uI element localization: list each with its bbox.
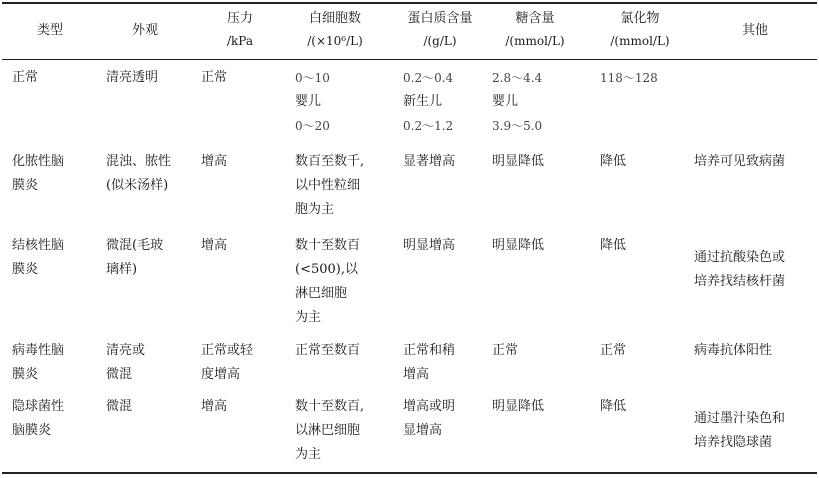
cell-line: 胞为主 xyxy=(295,202,335,217)
cell-line: 增高或明 xyxy=(403,399,456,414)
header-glucose xyxy=(490,8,580,52)
header-type xyxy=(20,20,80,42)
cell-glucose xyxy=(492,339,587,363)
cell-chloride xyxy=(600,66,685,90)
cell-line: 通过墨汁染色和 xyxy=(694,411,786,426)
header-unit: /(g/L) xyxy=(423,34,457,48)
cell-line: 正常 xyxy=(492,343,519,358)
cell-line: 培养找结核杆菌 xyxy=(694,274,786,289)
header-label: 其他 xyxy=(741,23,768,38)
cell-line: 增高 xyxy=(201,238,228,253)
cell-line: 婴儿 xyxy=(295,94,322,109)
cell-pressure xyxy=(201,339,286,387)
cell-line: 膜炎 xyxy=(12,178,39,193)
cell-line: 微混 xyxy=(106,399,133,414)
table-top-rule xyxy=(2,2,817,4)
header-other xyxy=(715,20,795,42)
cell-protein xyxy=(403,395,488,443)
cell-chloride xyxy=(600,150,685,174)
cell-line: 0～20 xyxy=(295,119,330,133)
cell-line: 118～128 xyxy=(600,71,658,85)
cell-protein xyxy=(403,234,488,258)
cell-line: 0.2～0.4 xyxy=(403,71,454,85)
cell-chloride xyxy=(600,395,685,419)
cell-wbc xyxy=(295,339,395,363)
cell-glucose xyxy=(492,66,587,138)
header-label: 白细胞数 xyxy=(308,11,361,26)
cell-appearance xyxy=(106,234,196,282)
cell-appearance xyxy=(106,66,196,90)
cell-chloride xyxy=(600,234,685,258)
cell-line: 显增高 xyxy=(403,423,443,438)
cell-line: 以中性粒细 xyxy=(295,178,361,193)
cell-line: 培养找隐球菌 xyxy=(694,435,773,450)
cell-type xyxy=(12,234,97,282)
header-label: 类型 xyxy=(36,23,63,38)
cell-wbc xyxy=(295,66,395,138)
header-label: 蛋白质含量 xyxy=(407,11,473,26)
cell-line: 正常 xyxy=(12,70,39,85)
header-unit: /(mmol/L) xyxy=(505,34,565,48)
header-wbc xyxy=(290,8,380,52)
cell-line: 正常或轻 xyxy=(201,343,254,358)
cell-appearance xyxy=(106,395,196,419)
cell-line: 正常至数百 xyxy=(295,343,361,358)
cell-type xyxy=(12,395,97,443)
cell-line: 隐球菌性 xyxy=(12,399,65,414)
cell-line: 璃样) xyxy=(106,262,138,277)
cell-line: 3.9～5.0 xyxy=(492,119,543,133)
cell-protein xyxy=(403,66,488,138)
cell-type xyxy=(12,66,97,90)
cell-line: 数百至数千, xyxy=(295,154,365,169)
cell-line: 混浊、脓性 xyxy=(106,154,172,169)
cell-line: 膜炎 xyxy=(12,262,39,277)
header-appearance xyxy=(105,20,185,42)
cell-line: 以淋巴细胞 xyxy=(295,423,361,438)
header-unit: /(×10⁶/L) xyxy=(307,34,363,48)
cell-line: 淋巴细胞 xyxy=(295,286,348,301)
cell-protein xyxy=(403,339,488,387)
cell-line: 明显降低 xyxy=(492,399,545,414)
cell-appearance xyxy=(106,339,196,387)
cell-line: 脑膜炎 xyxy=(12,423,52,438)
cell-wbc xyxy=(295,395,395,467)
cell-other xyxy=(694,246,814,294)
cell-type xyxy=(12,150,97,198)
cell-wbc xyxy=(295,234,395,330)
cell-appearance xyxy=(106,150,196,198)
cell-line: 膜炎 xyxy=(12,367,39,382)
table-bottom-rule xyxy=(2,472,817,474)
cell-line: 增高 xyxy=(201,154,228,169)
cell-line: 降低 xyxy=(600,399,627,414)
header-label: 外观 xyxy=(131,23,158,38)
cell-chloride xyxy=(600,339,685,363)
cell-other xyxy=(694,150,814,174)
cell-line: 2.8～4.4 xyxy=(492,71,543,85)
cell-line: (似米汤样) xyxy=(106,178,169,193)
cell-line: 化脓性脑 xyxy=(12,154,65,169)
cell-line: 微混 xyxy=(106,367,133,382)
cell-line: 正常 xyxy=(201,70,228,85)
cell-line: 婴儿 xyxy=(492,94,519,109)
cell-line: 为主 xyxy=(295,447,322,462)
cell-line: 病毒抗体阳性 xyxy=(694,343,773,358)
header-protein xyxy=(395,8,485,52)
cell-pressure xyxy=(201,150,286,174)
cell-protein xyxy=(403,150,488,174)
cell-line: 数十至数百, xyxy=(295,399,365,414)
cell-line: 明显降低 xyxy=(492,154,545,169)
cell-glucose xyxy=(492,395,587,419)
cell-line: 为主 xyxy=(295,310,322,325)
cell-pressure xyxy=(201,234,286,258)
cell-line: 清亮透明 xyxy=(106,70,159,85)
cell-line: (<500),以 xyxy=(295,262,358,277)
cell-pressure xyxy=(201,395,286,419)
cell-other xyxy=(694,339,814,363)
cell-line: 明显增高 xyxy=(403,238,456,253)
cell-line: 微混(毛玻 xyxy=(106,238,164,253)
table-header-rule xyxy=(2,59,817,60)
cell-line: 度增高 xyxy=(201,367,241,382)
header-label: 氯化物 xyxy=(620,11,660,26)
header-label: 压力 xyxy=(226,11,253,26)
cell-pressure xyxy=(201,66,286,90)
cell-line: 培养可见致病菌 xyxy=(694,154,786,169)
header-label: 糖含量 xyxy=(515,11,555,26)
header-unit: /kPa xyxy=(226,34,253,48)
cell-line: 正常 xyxy=(600,343,627,358)
cell-line: 数十至数百 xyxy=(295,238,361,253)
header-pressure xyxy=(200,8,280,52)
cell-line: 清亮或 xyxy=(106,343,146,358)
cell-line: 增高 xyxy=(201,399,228,414)
cell-glucose xyxy=(492,150,587,174)
header-unit: /(mmol/L) xyxy=(610,34,670,48)
cell-other xyxy=(694,407,814,455)
cell-line: 病毒性脑 xyxy=(12,343,65,358)
cell-line: 0.2～1.2 xyxy=(403,119,454,133)
header-chloride xyxy=(595,8,685,52)
cell-line: 增高 xyxy=(403,367,430,382)
cell-line: 降低 xyxy=(600,154,627,169)
cell-line: 通过抗酸染色或 xyxy=(694,250,786,265)
cell-line: 正常和稍 xyxy=(403,343,456,358)
cell-glucose xyxy=(492,234,587,258)
cell-line: 0～10 xyxy=(295,71,330,85)
cell-type xyxy=(12,339,97,387)
cell-line: 新生儿 xyxy=(403,94,443,109)
cell-line: 显著增高 xyxy=(403,154,456,169)
cell-line: 明显降低 xyxy=(492,238,545,253)
cell-wbc xyxy=(295,150,395,222)
cell-line: 降低 xyxy=(600,238,627,253)
cell-line: 结核性脑 xyxy=(12,238,65,253)
